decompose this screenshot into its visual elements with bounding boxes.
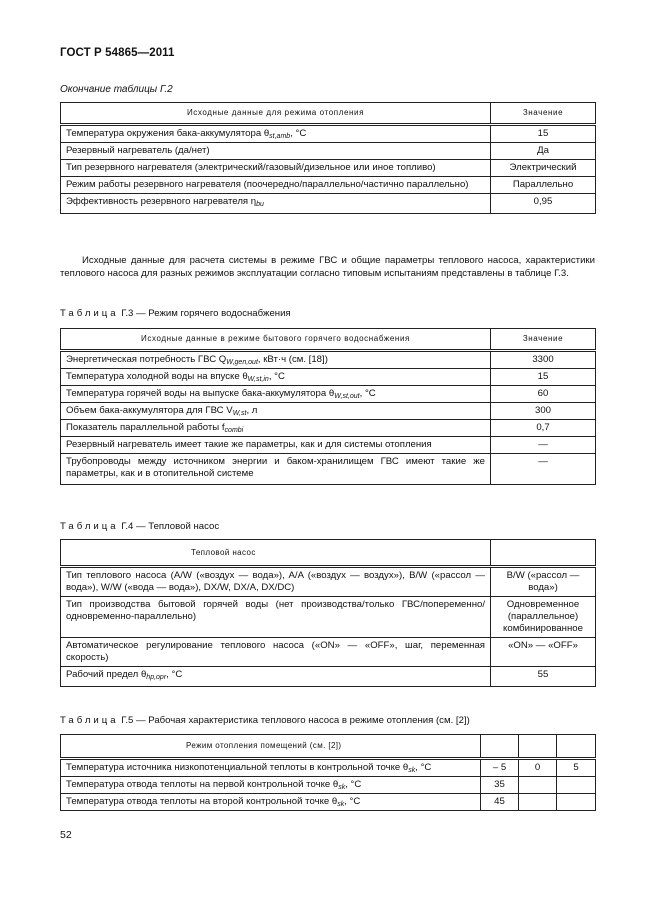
table-row [61, 638, 596, 667]
table-row [61, 777, 596, 794]
table-row [61, 369, 596, 386]
table-row [61, 667, 596, 687]
table-g3-header-value: Значение [491, 329, 596, 351]
caption-prefix: Таблица [60, 521, 119, 532]
cell-value: 0,7 [491, 420, 596, 437]
cell-text-suffix: , °С [344, 796, 361, 807]
cell-text: Температура холодной воды на впуске θ [66, 371, 248, 382]
cell-text: Температура горячей воды на выпуске бака-аккумулятора θ [66, 388, 335, 399]
cell-value: «ON» — «OFF» [491, 638, 596, 667]
cell-text: Резервный нагреватель (да/нет) [61, 143, 491, 160]
cell-value: 3300 [491, 351, 596, 369]
table-g4-header-value [491, 540, 596, 567]
cell-text: Тип теплового насоса (A/W («воздух — вода»), A/A («воздух — воздух»), B/W («рассол — вода»), W/W («вода — вода»), DX/W, DX/A, DX/DC) [61, 567, 491, 597]
cell-text: Резервный нагреватель имеет такие же параметры, как и для системы отопления [61, 437, 491, 454]
table-g4 [60, 539, 596, 687]
table-g2-header-params: Исходные данные для режима отопления [61, 103, 491, 125]
cell-subscript: bu [256, 201, 264, 208]
caption-text: Г.3 — Режим горячего водоснабжения [121, 308, 291, 319]
cell-subscript: sk [338, 784, 346, 791]
table-row [61, 437, 596, 454]
table-g5-caption [60, 715, 470, 726]
cell-value: 15 [491, 125, 596, 143]
cell-text-suffix: , °С [166, 669, 183, 680]
table-row [61, 177, 596, 194]
cell-value: – 5 [481, 759, 519, 777]
cell-text: Тип резервного нагревателя (электрический/газовый/дизельное или иное топливо) [61, 160, 491, 177]
cell-text: Температура отвода теплоты на первой контрольной точке θ [66, 779, 339, 790]
caption-prefix: Таблица [60, 715, 119, 726]
table-g2 [60, 102, 596, 214]
table-row [61, 454, 596, 485]
cell-value: 300 [491, 403, 596, 420]
table-g5-header-col3 [557, 735, 596, 759]
table-g2-continuation-caption: Окончание таблицы Г.2 [60, 84, 173, 95]
cell-text: Трубопроводы между источником энергии и баком-хранилищем ГВС имеют такие же параметры, как и в отопительной системе [61, 454, 491, 485]
cell-value: Одновременное (параллельное) комбинированное [491, 597, 596, 638]
table-g5-header-params: Режим отопления помещений (см. [2]) [61, 735, 481, 759]
table-g3-header-params: Исходные данные в режиме бытового горячего водоснабжения [61, 329, 491, 351]
document-header: ГОСТ Р 54865—2011 [60, 47, 175, 59]
table-g2-header-value: Значение [491, 103, 596, 125]
cell-text-suffix: , °С [359, 388, 376, 399]
cell-text-suffix: , °С [268, 371, 285, 382]
table-g3-caption [60, 308, 291, 319]
table-row [61, 351, 596, 369]
caption-text: Г.4 — Тепловой насос [121, 521, 220, 532]
table-row [61, 794, 596, 811]
cell-subscript: combi [224, 427, 244, 434]
cell-text-suffix: , °С [415, 762, 432, 773]
table-row [61, 160, 596, 177]
cell-text-suffix: , °С [290, 128, 307, 139]
cell-value: 15 [491, 369, 596, 386]
cell-value: Да [491, 143, 596, 160]
cell-value: 55 [491, 667, 596, 687]
cell-text: Показатель параллельной работы f [66, 422, 225, 433]
cell-value [557, 777, 596, 794]
table-g4-caption [60, 521, 219, 532]
cell-text: Режим работы резервного нагревателя (поочередно/параллельно/частично параллельно) [61, 177, 491, 194]
cell-text: Автоматическое регулирование теплового насоса («ON» — «OFF», шаг, переменная скорость) [61, 638, 491, 667]
table-row [61, 125, 596, 143]
paragraph-text: Исходные данные для расчета системы в режиме ГВС и общие параметры теплового насоса, характеристики теплового насоса для разных режимов эксплуатации согласно типовым испытаниям представлены в таблице Г.3. [60, 255, 595, 279]
table-g5 [60, 734, 596, 811]
caption-prefix: Таблица [60, 308, 119, 319]
caption-text: Г.5 — Рабочая характеристика теплового насоса в режиме отопления (см. [2]) [121, 715, 470, 726]
cell-value: — [491, 437, 596, 454]
table-g3 [60, 328, 596, 485]
cell-value [557, 794, 596, 811]
cell-subscript: W,st,in [247, 376, 269, 383]
cell-value: 45 [481, 794, 519, 811]
table-row [61, 597, 596, 638]
cell-value: 0 [519, 759, 557, 777]
cell-text-suffix: , кВт·ч (см. [18]) [257, 354, 328, 365]
cell-text: Тип производства бытовой горячей воды (нет производства/только ГВС/попеременно/одновременно-параллельно) [61, 597, 491, 638]
table-row [61, 403, 596, 420]
table-row [61, 386, 596, 403]
body-paragraph [60, 254, 595, 280]
cell-subscript: st,amb [269, 133, 291, 140]
cell-text: Температура источника низкопотенциальной теплоты в контрольной точке θ [66, 762, 409, 773]
cell-text-suffix: , °С [345, 779, 362, 790]
cell-value: Параллельно [491, 177, 596, 194]
cell-value: — [491, 454, 596, 485]
cell-text: Энергетическая потребность ГВС Q [66, 354, 227, 365]
table-row [61, 420, 596, 437]
cell-subscript: sk [408, 767, 416, 774]
cell-subscript: sk [337, 801, 345, 808]
table-row [61, 567, 596, 597]
cell-value [519, 794, 557, 811]
cell-subscript: W,gen,out [226, 359, 258, 366]
table-row [61, 759, 596, 777]
table-g5-header-col2 [519, 735, 557, 759]
cell-text-suffix: , л [246, 405, 258, 416]
cell-value: B/W («рассол — вода») [491, 567, 596, 597]
table-row [61, 143, 596, 160]
table-g5-header-col1 [481, 735, 519, 759]
cell-subscript: W,st [232, 410, 247, 417]
cell-subscript: hp,opr [146, 674, 167, 681]
cell-value: 5 [557, 759, 596, 777]
table-g4-header-params: Тепловой насос [61, 540, 491, 567]
page-number: 52 [60, 829, 72, 841]
cell-subscript: W,st,out [334, 393, 360, 400]
cell-value [519, 777, 557, 794]
cell-value: 35 [481, 777, 519, 794]
table-row [61, 194, 596, 214]
cell-text: Температура окружения бака-аккумулятора θ [66, 128, 270, 139]
cell-value: Электрический [491, 160, 596, 177]
cell-text: Эффективность резервного нагревателя η [66, 196, 257, 207]
cell-text: Температура отвода теплоты на второй контрольной точке θ [66, 796, 338, 807]
cell-value: 60 [491, 386, 596, 403]
cell-text: Объем бака-аккумулятора для ГВС V [66, 405, 233, 416]
cell-value: 0,95 [491, 194, 596, 214]
cell-text: Рабочий предел θ [66, 669, 147, 680]
